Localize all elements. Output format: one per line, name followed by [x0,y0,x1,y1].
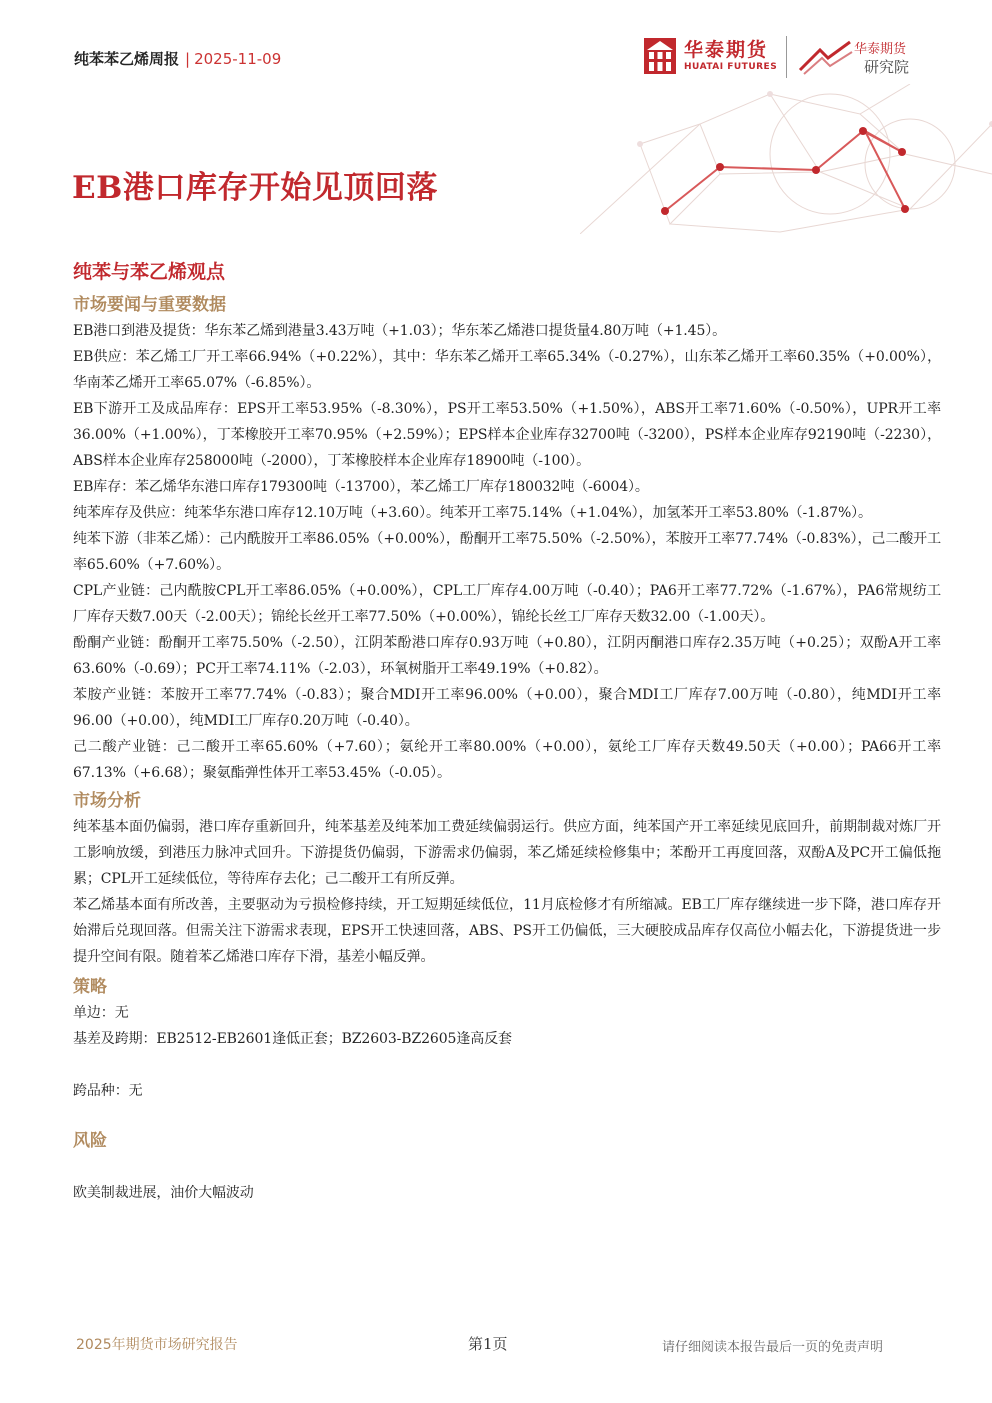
brand-name-cn: 华泰期货 [684,39,769,61]
news-paragraph: 酚酮产业链：酚酮开工率75.50%（-2.50），江阴苯酚港口库存0.93万吨（+0.80），江阴丙酮港口库存2.35万吨（+0.25）；双酚A开工率63.60%（-0.69）；PC开工率74.11%（-2.03），环氧树脂开工率49.19%（+0.82）。 [73,635,941,677]
news-paragraph: EB下游开工及成品库存：EPS开工率53.95%（-8.30%），PS开工率53.50%（+1.50%），ABS开工率71.60%（-0.50%），UPR开工率36.00%（+1.00%），丁苯橡胶开工率70.95%（+2.59%）；EPS样本企业库存32700吨（-3200），PS样本企业库存92190吨（-2230），ABS样本企业库存258000吨（-2000），丁苯橡胶样本企业库存18900吨（-100）。 [73,401,941,469]
page-number: 第1页 [468,1335,508,1353]
market-analysis-heading: 市场分析 [73,791,141,811]
news-paragraph: EB港口到港及提货：华东苯乙烯到港量3.43万吨（+1.03）；华东苯乙烯港口提货量4.80万吨（+1.45）。 [73,323,727,339]
strategy-heading: 策略 [73,977,107,997]
news-paragraph: 苯胺产业链：苯胺开工率77.74%（-0.83）；聚合MDI开工率96.00%（+0.00），聚合MDI工厂库存7.00万吨（-0.80），纯MDI开工率96.00（+0.00），纯MDI工厂库存0.20万吨（-0.40）。 [73,687,941,729]
institute-logo-icon [798,38,854,78]
section-heading: 纯苯与苯乙烯观点 [73,261,226,283]
report-date: 2025-11-09 [194,50,282,68]
network-decoration [580,84,992,234]
strategy-unilateral: 单边：无 [73,1005,129,1021]
footer-report-series: 2025年期货市场研究报告 [76,1337,238,1353]
report-name: 纯苯苯乙烯周报 [74,50,180,68]
news-paragraph: 纯苯库存及供应：纯苯华东港口库存12.10万吨（+3.60）。纯苯开工率75.14%（+1.04%），加氢苯开工率53.80%（-1.87%）。 [73,505,872,521]
news-paragraph: CPL产业链：己内酰胺CPL开工率86.05%（+0.00%），CPL工厂库存4.00万吨（-0.40）；PA6开工率77.72%（-1.67%），PA6常规纺工厂库存天数7.00天（-2.00天）；锦纶长丝开工率77.50%（+0.00%），锦纶长丝工厂库存天数32.00（-1.00天）。 [73,583,941,625]
strategy-cross-variety: 跨品种：无 [73,1083,143,1099]
huatai-futures-logo [644,38,777,74]
market-news-heading: 市场要闻与重要数据 [73,295,226,315]
news-paragraph: EB库存：苯乙烯华东港口库存179300吨（-13700），苯乙烯工厂库存180032吨（-6004）。 [73,479,649,495]
page-title: EB港口库存开始见顶回落 [72,170,438,206]
footer-disclaimer-note: 请仔细阅读本报告最后一页的免责声明 [662,1340,884,1355]
brand-name-en: HUATAI FUTURES [684,62,778,72]
news-paragraph: EB供应：苯乙烯工厂开工率66.94%（+0.22%），其中：华东苯乙烯开工率65.34%（-0.27%），山东苯乙烯开工率60.35%（+0.00%），华南苯乙烯开工率65.07%（-6.85%）。 [73,349,941,391]
research-institute-logo [798,36,928,80]
main-content [73,258,941,1206]
news-paragraph: 纯苯下游（非苯乙烯）：己内酰胺开工率86.05%（+0.00%），酚酮开工率75.50%（-2.50%），苯胺开工率77.74%（-0.83%），己二酸开工率65.60%（+7.60%）。 [73,531,941,573]
institute-name: 研究院 [864,58,910,76]
institute-brand: 华泰期货 [854,42,907,57]
risk-heading: 风险 [73,1131,107,1151]
risk-text: 欧美制裁进展，油价大幅波动 [73,1185,254,1201]
header-separator: | [185,50,191,68]
report-header [74,48,281,69]
news-paragraph: 己二酸产业链：己二酸开工率65.60%（+7.60）；氨纶开工率80.00%（+0.00），氨纶工厂库存天数49.50天（+0.00）；PA66开工率67.13%（+6.68）；聚氨酯弹性体开工率53.45%（-0.05）。 [73,739,941,781]
huatai-logo-icon [644,38,676,74]
analysis-paragraph: 苯乙烯基本面有所改善，主要驱动为亏损检修持续，开工短期延续低位，11月底检修才有所缩减。EB工厂库存继续进一步下降，港口库存开始滞后兑现回落。但需关注下游需求表现，EPS开工快速回落，ABS、PS开工仍偏低，三大硬胶成品库存仅高位小幅去化，下游提货进一步提升空间有限。随着苯乙烯港口库存下滑，基差小幅反弹。 [73,897,941,965]
logo-divider [786,36,787,78]
analysis-paragraph: 纯苯基本面仍偏弱，港口库存重新回升，纯苯基差及纯苯加工费延续偏弱运行。供应方面，纯苯国产开工率延续见底回升，前期制裁对炼厂开工影响放缓，到港压力脉冲式回升。下游提货仍偏弱，下游需求仍偏弱，苯乙烯延续检修集中；苯酚开工再度回落，双酚A及PC开工偏低拖累；CPL开工延续低位，等待库存去化；己二酸开工有所反弹。 [73,819,941,887]
strategy-basis-spread: 基差及跨期：EB2512-EB2601逢低正套；BZ2603-BZ2605逢高反套 [73,1031,512,1047]
